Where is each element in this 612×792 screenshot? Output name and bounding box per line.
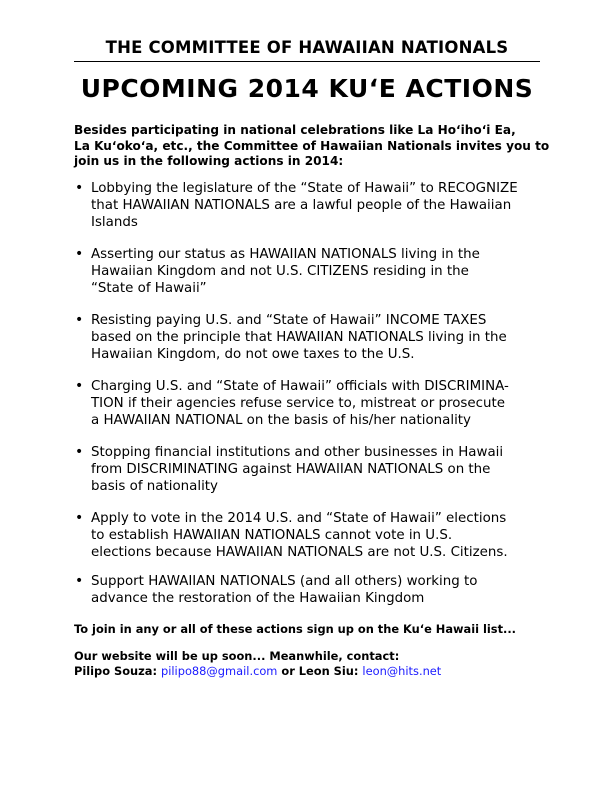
signup-line: To join in any or all of these actions sign up on the Kuʻe Hawaii list... (74, 622, 517, 636)
list-item-line: Lobbying the legislature of the “State of Hawaii” to RECOGNIZE (91, 181, 518, 196)
list-item-line: Apply to vote in the 2014 U.S. and “State of Hawaii” elections (91, 511, 507, 526)
header-divider (74, 61, 540, 62)
intro-line: La Kuʻokoʻa, etc., the Committee of Hawaiian Nationals invites you to (74, 138, 550, 153)
contact1-email-link[interactable]: pilipo88@gmail.com (161, 664, 278, 678)
bullet-dot: • (75, 573, 84, 589)
list-item-line: Asserting our status as HAWAIIAN NATIONALS living in the (91, 247, 480, 262)
bullet-dot: • (75, 180, 84, 196)
bullet-dot: • (75, 312, 84, 328)
list-item-line: TION if their agencies refuse service to, mistreat or prosecute (91, 396, 505, 411)
list-item-line: Hawaiian Kingdom, do not owe taxes to the U.S. (91, 347, 415, 362)
bullet-dot: • (75, 510, 84, 526)
list-item-line: Charging U.S. and “State of Hawaii” officials with DISCRIMINA- (91, 379, 509, 394)
contact2-email-link[interactable]: leon@hits.net (362, 664, 442, 678)
list-item-line: Islands (91, 215, 138, 230)
committee-header: THE COMMITTEE OF HAWAIIAN NATIONALS (105, 38, 509, 57)
list-item-line: Hawaiian Kingdom and not U.S. CITIZENS residing in the (91, 264, 469, 279)
intro-paragraph (74, 123, 550, 170)
list-item-line: a HAWAIIAN NATIONAL on the basis of his/her nationality (91, 413, 471, 428)
bullet-dot: • (75, 444, 84, 460)
list-item-line: elections because HAWAIIAN NATIONALS are not U.S. Citizens. (91, 545, 508, 560)
list-item-line: that HAWAIIAN NATIONALS are a lawful people of the Hawaiian (91, 198, 512, 213)
list-item-line: basis of nationality (91, 479, 218, 494)
list-item-line: advance the restoration of the Hawaiian Kingdom (91, 591, 425, 606)
list-item-line: Stopping financial institutions and other businesses in Hawaii (91, 445, 504, 460)
page-title: UPCOMING 2014 KUʻE ACTIONS (80, 74, 534, 103)
list-item-line: to establish HAWAIIAN NATIONALS cannot vote in U.S. (91, 528, 453, 543)
list-item-line: from DISCRIMINATING against HAWAIIAN NATIONALS on the (91, 462, 491, 477)
bullet-dot: • (75, 246, 84, 262)
list-item-line: “State of Hawaii” (91, 281, 207, 296)
list-item-line: based on the principle that HAWAIIAN NATIONALS living in the (91, 330, 507, 345)
contact1-name: Pilipo Souza: (74, 664, 158, 678)
intro-line: Besides participating in national celebrations like La Hoʻihoʻi Ea, (74, 123, 516, 137)
contact-line (74, 664, 544, 680)
intro-line: join us in the following actions in 2014: (74, 154, 344, 168)
bullet-dot: • (75, 378, 84, 394)
list-item-line: Resisting paying U.S. and “State of Hawaii” INCOME TAXES (91, 313, 487, 328)
website-note: Our website will be up soon... Meanwhile, contact: (74, 649, 400, 663)
list-item-line: Support HAWAIIAN NATIONALS (and all others) working to (91, 574, 478, 589)
contact-joiner: or Leon Siu: (281, 664, 359, 678)
